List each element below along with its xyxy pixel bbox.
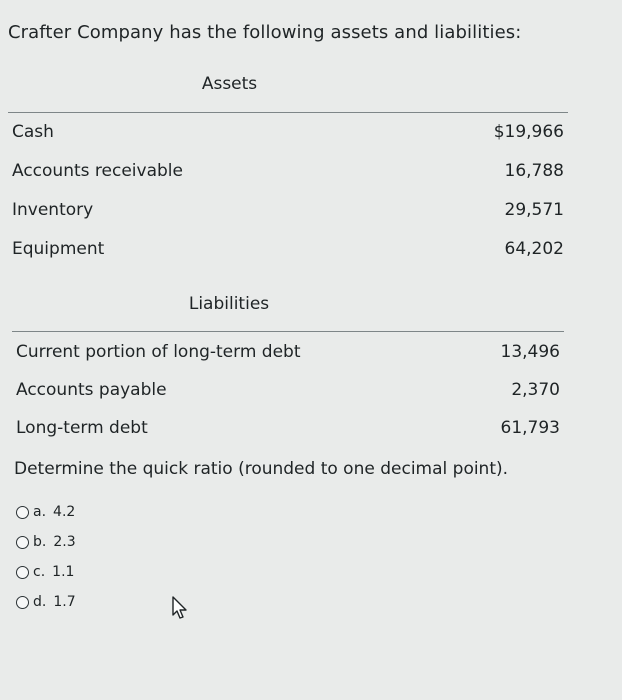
asset-row (12, 239, 564, 259)
asset-label: Accounts receivable (12, 161, 183, 181)
question-prompt: Determine the quick ratio (rounded to one decimal point). (14, 459, 509, 479)
asset-value: 16,788 (504, 161, 564, 181)
asset-row (12, 200, 564, 220)
liability-row (16, 342, 560, 362)
answer-option-a[interactable] (16, 504, 75, 520)
liabilities-divider (12, 331, 564, 332)
liability-value: 13,496 (500, 342, 560, 362)
asset-row (12, 161, 564, 181)
option-text: 1.1 (52, 564, 75, 580)
assets-divider (8, 112, 568, 113)
assets-heading: Assets (201, 74, 258, 94)
asset-value: $19,966 (493, 122, 564, 142)
answer-option-b[interactable] (16, 534, 76, 550)
liability-label: Current portion of long-term debt (16, 342, 301, 362)
option-letter: a. (33, 504, 47, 520)
option-letter: c. (33, 564, 46, 580)
option-text: 2.3 (53, 534, 76, 550)
liability-label: Accounts payable (16, 380, 167, 400)
option-text: 1.7 (53, 594, 76, 610)
asset-row (12, 122, 564, 142)
liability-row (16, 380, 560, 400)
question-text: Crafter Company has the following assets and liabilities: (8, 22, 522, 43)
answer-option-c[interactable] (16, 564, 74, 580)
option-letter: b. (33, 534, 47, 550)
radio-button[interactable] (16, 596, 29, 609)
asset-value: 29,571 (504, 200, 564, 220)
liability-label: Long-term debt (16, 418, 148, 438)
asset-label: Inventory (12, 200, 94, 220)
option-letter: d. (33, 594, 47, 610)
liabilities-heading: Liabilities (188, 294, 270, 314)
liability-value: 2,370 (511, 380, 560, 400)
radio-button[interactable] (16, 506, 29, 519)
liability-row (16, 418, 560, 438)
asset-label: Cash (12, 122, 54, 142)
liability-value: 61,793 (500, 418, 560, 438)
radio-button[interactable] (16, 566, 29, 579)
option-text: 4.2 (53, 504, 76, 520)
asset-label: Equipment (12, 239, 105, 259)
radio-button[interactable] (16, 536, 29, 549)
answer-option-d[interactable] (16, 594, 76, 610)
mouse-pointer-icon (170, 596, 190, 622)
asset-value: 64,202 (504, 239, 564, 259)
